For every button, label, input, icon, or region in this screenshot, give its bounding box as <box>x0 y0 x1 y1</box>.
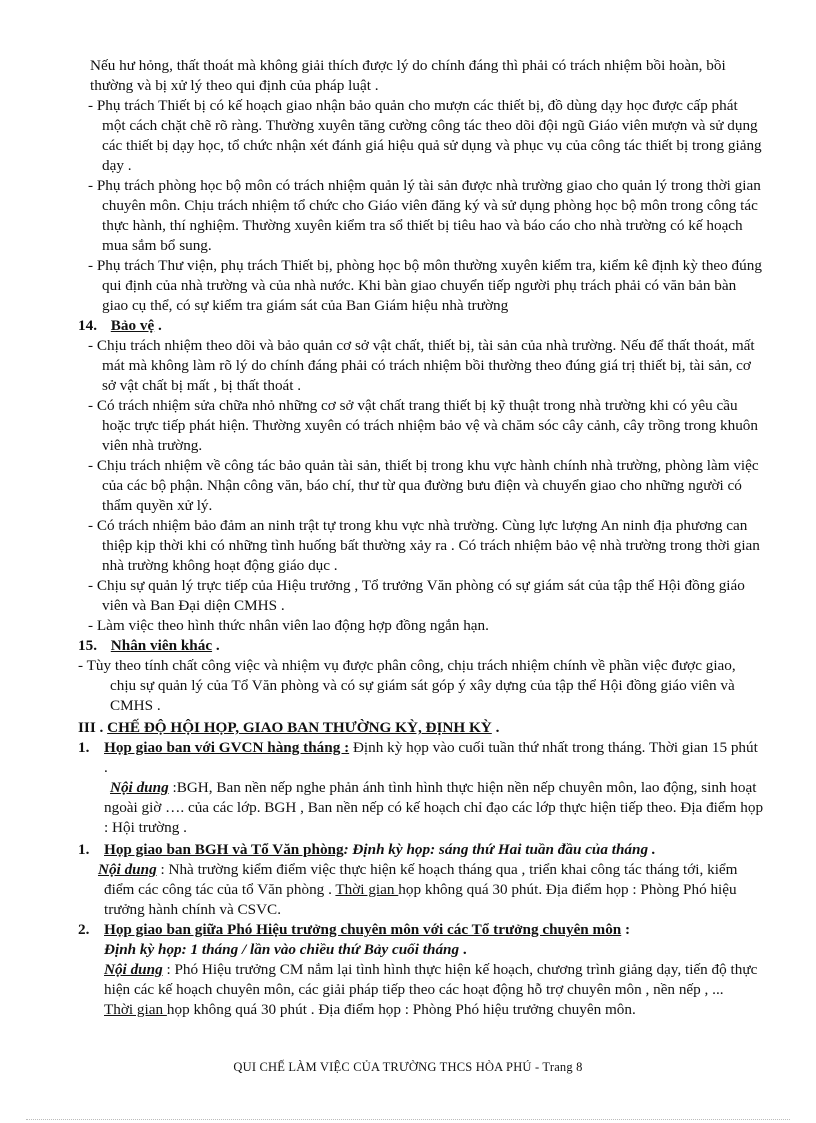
meeting-2-time-label: Thời gian <box>335 881 399 898</box>
meeting-1-number: 1. <box>78 739 90 756</box>
section-iii-tail: . <box>491 719 500 736</box>
page-footer: QUI CHẾ LÀM VIỆC CỦA TRƯỜNG THCS HÒA PHÚ - Trang 8 <box>233 1060 583 1074</box>
section-14-tail: . <box>154 317 162 334</box>
meeting-1-content-text: :BGH, Ban nền nếp nghe phản ánh tình hình thực hiện nền nếp chuyên môn, lao động, sinh hoạt ngoài giờ …. của các lớp. BGH , Ban nền nếp có kế hoạch chỉ đạo các lớp thực hiện tiếp theo. Địa điểm họp : Hội trường . <box>104 779 764 836</box>
meeting-3-schedule-text: Định kỳ họp: 1 tháng / lần vào chiều thứ Bảy cuối tháng <box>104 941 460 958</box>
meeting-2-title: Họp giao ban BGH và Tổ Văn phòng <box>104 841 344 858</box>
meeting-3-heading <box>78 920 764 940</box>
meeting-3-title: Họp giao ban giữa Phó Hiệu trưởng chuyên môn với các Tổ trưởng chuyên môn <box>104 921 622 938</box>
bullet-equipment-manager: - Phụ trách Thiết bị có kế hoạch giao nhận bảo quản cho mượn các thiết bị, đồ dùng dạy học được cấp phát một cách chặt chẽ rõ ràng. Thường xuyên tăng cường công tác theo dõi đội ngũ Giáo viên mượn và sử dụng các thiết bị dạy học, tổ chức nhận xét đánh giá hiệu quả sử dụng và phục vụ của công tác thiết bị trong giảng dạy . <box>88 97 762 174</box>
section-iii-number: III . <box>78 719 108 736</box>
section-iii-heading <box>78 718 764 738</box>
meeting-3-number: 2. <box>78 921 90 938</box>
section-14-heading <box>78 316 764 336</box>
meeting-2-time-text: họp không quá 30 phút. Địa điểm họp : Phòng Phó hiệu trưởng hành chính và CSVC. <box>104 881 737 918</box>
meeting-2-schedule: : Định kỳ họp: sáng thứ Hai tuần đầu của tháng . <box>343 841 656 858</box>
meeting-2-content-text: : Nhà trường kiểm điểm việc thực hiện kế hoạch tháng qua , triển khai công tác tháng tới, kiểm điểm các công tác của tổ Văn phòng . <box>104 861 738 898</box>
section-15-tail: . <box>212 637 220 654</box>
meeting-1-schedule: Định kỳ họp vào cuối tuần thứ nhất trong tháng. Thời gian 15 phút . <box>104 739 758 776</box>
bullet-guard-admin-area: - Chịu trách nhiệm về công tác bảo quản tài sản, thiết bị trong khu vực hành chính nhà trường, phòng làm việc của các bộ phận. Nhận công văn, báo chí, thư từ qua đường bưu điện và chuyển giao cho những người có thẩm quyền xử lý. <box>88 457 759 514</box>
meeting-3-content-text: : Phó Hiệu trưởng CM nắm lại tình hình thực hiện kế hoạch, chương trình giảng dạy, tiến độ thực hiện các kế hoạch chuyên môn, các giải pháp tiếp theo các hoạt động hỗ trợ chuyên môn , nền nếp , ... <box>104 961 758 998</box>
meeting-3-content-label: Nội dung <box>104 961 163 978</box>
paragraph-damage-liability: Nếu hư hỏng, thất thoát mà không giải thích được lý do chính đáng thì phải có trách nhiệm bồi hoàn, bồi thường và bị xử lý theo qui định của pháp luật . <box>90 57 726 94</box>
meeting-3-time-text: họp không quá 30 phút . Địa điểm họp : Phòng Phó hiệu trưởng chuyên môn. <box>166 1001 636 1018</box>
meeting-1-heading <box>78 738 764 778</box>
meeting-2-heading <box>78 840 764 860</box>
meeting-2-number: 1. <box>78 841 90 858</box>
meeting-1-content-label: Nội dung <box>110 779 169 796</box>
meeting-1-title: Họp giao ban với GVCN hàng tháng : <box>104 739 350 756</box>
bottom-divider <box>26 1119 790 1120</box>
meeting-3-title-tail: : <box>621 921 631 938</box>
meeting-3-time-label: Thời gian <box>104 1001 167 1018</box>
bullet-guard-assets: - Chịu trách nhiệm theo dõi và bảo quản cơ sở vật chất, thiết bị, tài sản của nhà trường. Nếu để thất thoát, mất mát mà không làm rõ lý do chính đáng phải có trách nhiệm bồi thường theo đúng giá trị thiết bị, tài sản, cơ sở vật chất bị mất , bị thất thoát . <box>88 337 755 394</box>
page-body <box>78 56 764 1020</box>
section-14-number: 14. <box>78 317 97 334</box>
section-15-heading <box>78 636 764 656</box>
section-15-title: Nhân viên khác <box>110 637 213 654</box>
meeting-2-content <box>78 860 764 920</box>
section-15-number: 15. <box>78 637 97 654</box>
bullet-guard-contract: - Làm việc theo hình thức nhân viên lao động hợp đồng ngắn hạn. <box>88 617 489 634</box>
meeting-3-time <box>78 1000 764 1020</box>
section-14-title: Bảo vệ <box>110 317 155 334</box>
meeting-3-content <box>78 960 764 1000</box>
bullet-other-staff: - Tùy theo tính chất công việc và nhiệm vụ được phân công, chịu trách nhiệm chính về phần việc được giao, chịu sự quản lý của Tổ Văn phòng và có sự giám sát góp ý xây dựng của tập thể Hội đồng giáo viên và CMHS . <box>78 657 736 714</box>
bullet-library-manager: - Phụ trách Thư viện, phụ trách Thiết bị, phòng học bộ môn thường xuyên kiểm tra, kiểm kê định kỳ theo đúng qui định của nhà trường và của nhà nước. Khi bàn giao chuyển tiếp người phụ trách phải có văn bản bàn giao cụ thể, có sự kiểm tra giám sát của Ban Giám hiệu nhà trường <box>88 257 762 314</box>
section-iii-title: CHẾ ĐỘ HỘI HỌP, GIAO BAN THƯỜNG KỲ, ĐỊNH KỲ <box>107 719 492 736</box>
bullet-guard-security: - Có trách nhiệm bảo đảm an ninh trật tự trong khu vực nhà trường. Cùng lực lượng An ninh địa phương can thiệp kịp thời khi có những tình huống bất thường xảy ra . Có trách nhiệm bảo vệ nhà trường trong thời gian nhà trường không hoạt động giáo dục . <box>88 517 760 574</box>
bullet-guard-repairs: - Có trách nhiệm sửa chữa nhỏ những cơ sở vật chất trang thiết bị kỹ thuật trong nhà trường khi có yêu cầu hoặc trực tiếp phát hiện. Thường xuyên có trách nhiệm bảo vệ và chăm sóc cây cảnh, cây trồng trong khuôn viên nhà trường. <box>88 397 758 454</box>
bullet-lab-room-manager: - Phụ trách phòng học bộ môn có trách nhiệm quản lý tài sản được nhà trường giao cho quản lý trong thời gian chuyên môn. Chịu trách nhiệm tổ chức cho Giáo viên đăng ký và sử dụng phòng học bộ môn trong công tác thực hành, thí nghiệm. Thường xuyên kiểm tra sổ thiết bị tiêu hao và báo cáo cho nhà trường có kế hoạch mua sắm bổ sung. <box>88 177 761 254</box>
bullet-guard-supervision: - Chịu sự quản lý trực tiếp của Hiệu trưởng , Tổ trưởng Văn phòng có sự giám sát của tập thể Hội đồng giáo viên và Ban Đại diện CMHS . <box>88 577 745 614</box>
meeting-3-schedule <box>78 940 764 960</box>
meeting-1-content <box>78 778 764 838</box>
meeting-2-content-label: Nội dung <box>98 861 157 878</box>
meeting-3-schedule-tail: . <box>459 941 467 958</box>
